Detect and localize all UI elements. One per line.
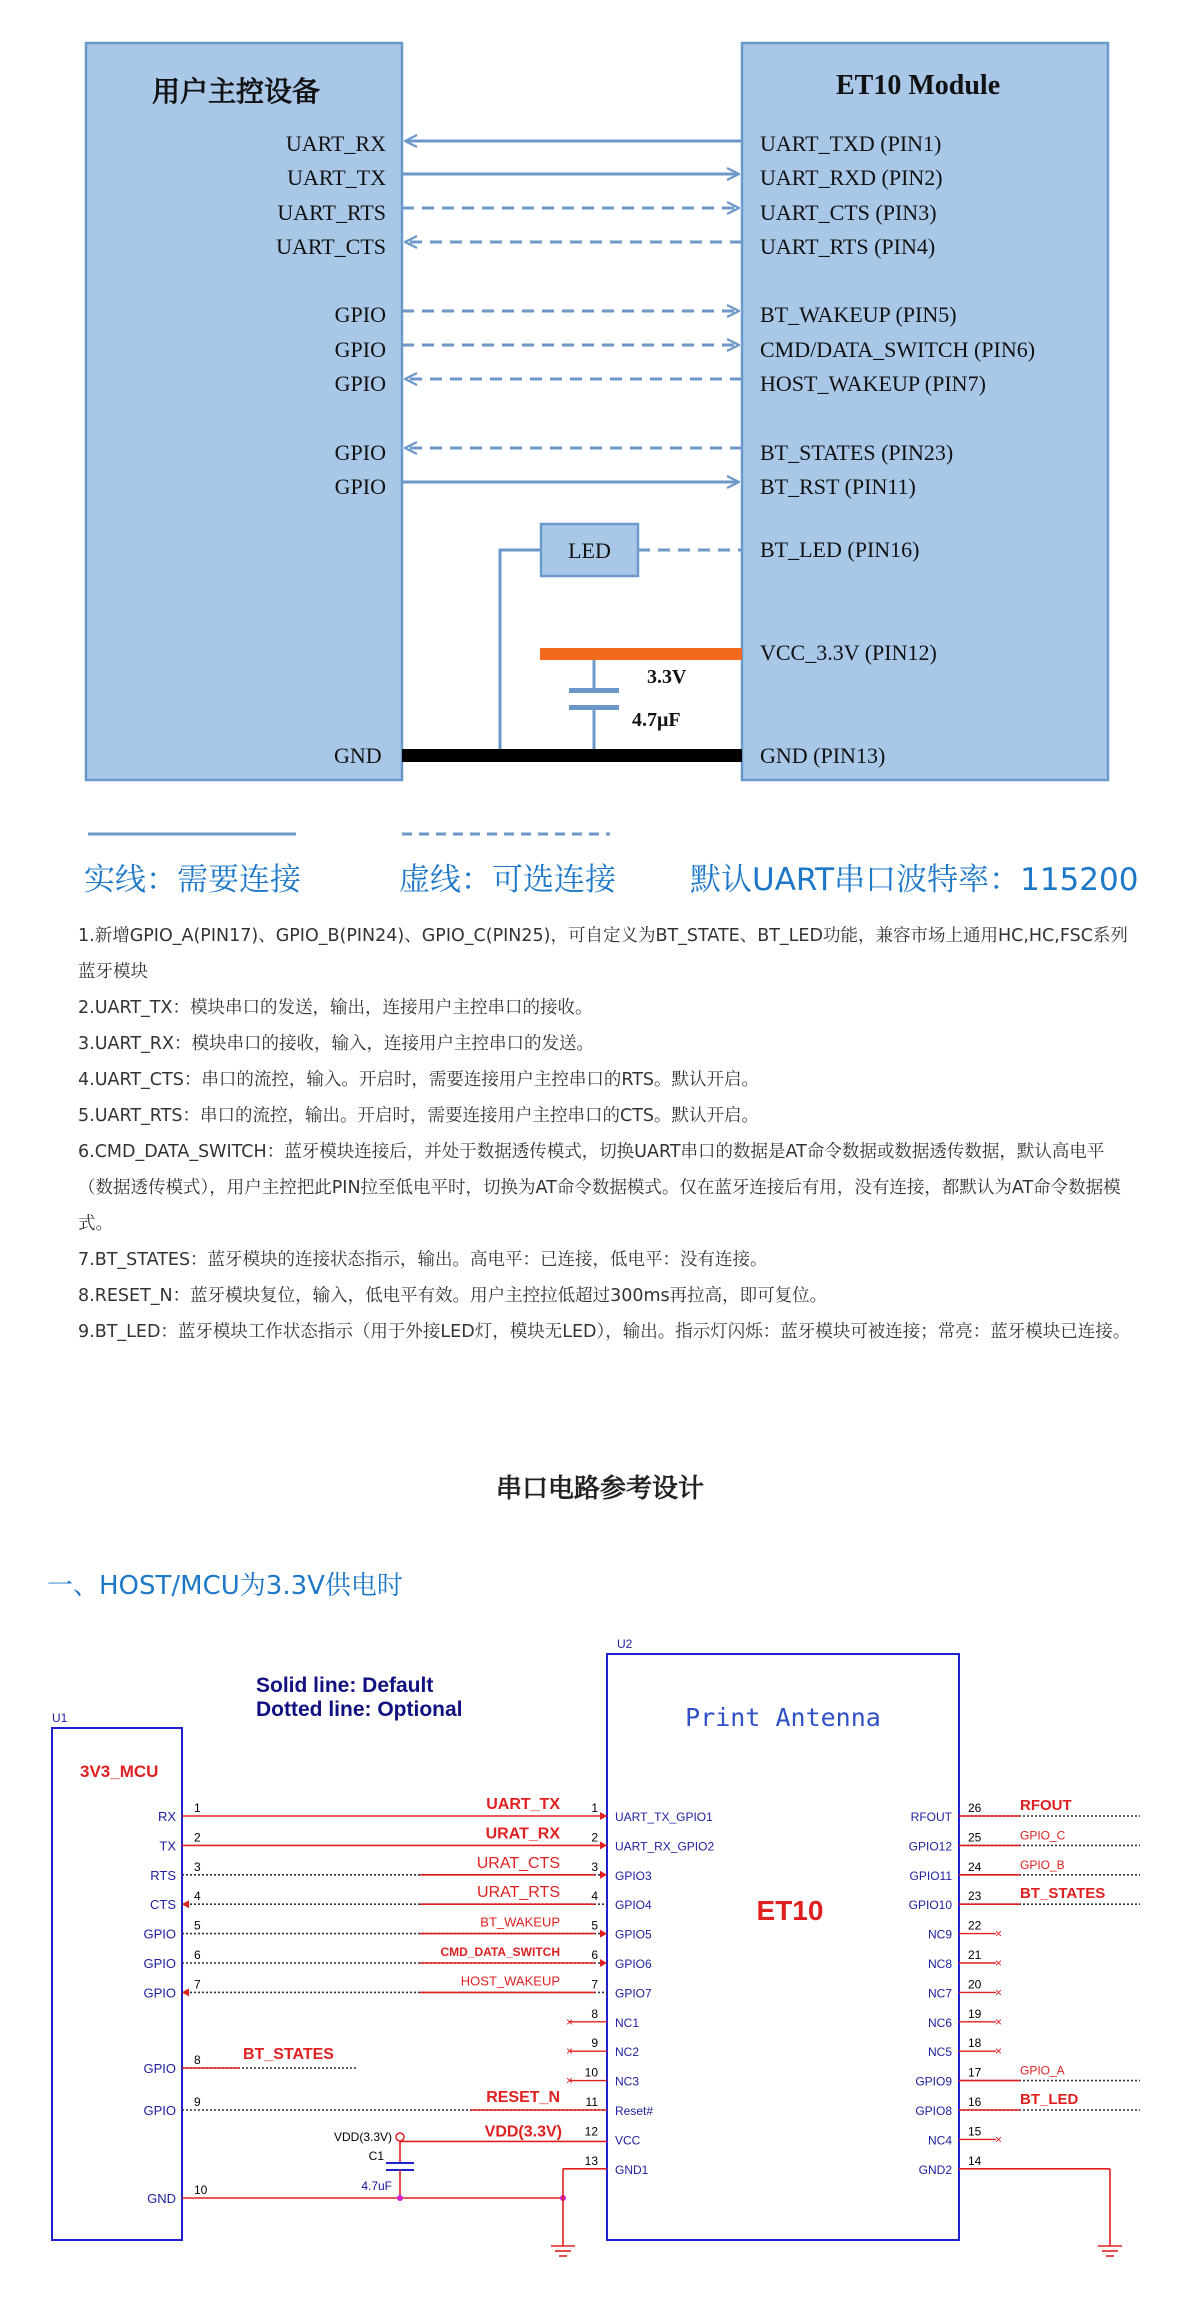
note-item: 7.BT_STATES：蓝牙模块的连接状态指示，输出。高电平：已连接，低电平：没有连接。 — [78, 1250, 768, 1270]
mcu-pin-number: 5 — [194, 1918, 201, 1933]
mcu-pin-number: 3 — [194, 1859, 201, 1874]
nc-mark: × — [566, 2073, 574, 2088]
net-label: RESET_N — [486, 2089, 560, 2106]
module-left-pin-number: 3 — [591, 1859, 598, 1874]
wire-arrow — [600, 1812, 607, 1820]
net-label: BT_STATES — [243, 2046, 334, 2063]
note-item: 8.RESET_N：蓝牙模块复位，输入，低电平有效。用户主控拉低超过300ms再拉高，即可复位。 — [78, 1286, 828, 1306]
module-right-pin-name: GPIO8 — [915, 2104, 952, 2118]
mcu-pin-number: 10 — [194, 2183, 208, 2197]
u1-box — [52, 1728, 182, 2240]
note-item: 3.UART_RX：模块串口的接收，输入，连接用户主控串口的发送。 — [78, 1034, 594, 1054]
module-pin: CMD/DATA_SWITCH (PIN6) — [760, 336, 1036, 362]
wire-arrow — [600, 1930, 607, 1938]
host-title: 用户主控设备 — [152, 77, 321, 108]
nc-mark: × — [995, 1956, 1003, 1970]
cap-value: 4.7uF — [361, 2179, 392, 2193]
wire-arrow — [600, 1841, 607, 1849]
note-item: 4.UART_CTS：串口的流控，输入。开启时，需要连接用户主控串口的RTS。默认开启。 — [78, 1070, 760, 1090]
gnd-host-label: GND — [334, 743, 382, 768]
module-left-pin-number: 12 — [584, 2124, 598, 2139]
net-label: URAT_RX — [485, 1825, 560, 1843]
net-label: HOST_WAKEUP — [460, 1973, 560, 1989]
led-label: LED — [568, 538, 611, 563]
module-left-pin-number: 4 — [591, 1889, 598, 1904]
section-title: 串口电路参考设计 — [495, 1474, 704, 1504]
led-ground-wire — [500, 550, 541, 755]
module-left-pin-name: GPIO7 — [615, 1986, 652, 2001]
module-right-pin-name: NC8 — [927, 1957, 952, 1971]
module-left-pin-name: NC1 — [615, 2015, 640, 2030]
junction-dot — [397, 2195, 403, 2201]
net-label: VDD(3.3V) — [484, 2123, 562, 2141]
module-right-pin-number: 24 — [968, 1859, 982, 1874]
legend-dashed: 虚线：可选连接 — [399, 862, 616, 898]
module-pin: BT_WAKEUP (PIN5) — [760, 302, 957, 328]
legend-baud: 默认UART串口波特率：115200 — [690, 862, 1139, 898]
wire-arrow — [182, 1988, 189, 1996]
module-left-pin-name: GND1 — [615, 2162, 649, 2177]
module-right-pin-number: 15 — [968, 2124, 982, 2139]
wire-arrow — [600, 1959, 607, 1967]
module-right-pin-number: 25 — [968, 1830, 982, 1845]
host-pin: UART_CTS — [276, 233, 386, 259]
host-pin: GPIO — [334, 439, 386, 465]
mcu-pin-name: GPIO — [143, 2103, 176, 2118]
module-right-pin-number: 21 — [968, 1948, 982, 1962]
module-left-pin-name: UART_TX_GPIO1 — [615, 1810, 713, 1824]
subsection-title: 一、HOST/MCU为3.3V供电时 — [47, 1571, 403, 1601]
net-label: URAT_RTS — [477, 1884, 560, 1902]
vdd-symbol — [396, 2133, 404, 2141]
wire-arrow — [600, 1871, 607, 1879]
module-left-pin-number: 7 — [591, 1977, 598, 1992]
module-left-pin-number: 9 — [591, 2036, 598, 2051]
module-right-pin-number: 23 — [968, 1889, 982, 1904]
mcu-pin-number: 1 — [194, 1801, 201, 1815]
nc-mark: × — [995, 1926, 1003, 1941]
module-right-pin-name: NC9 — [927, 1927, 952, 1942]
module-left-pin-number: 8 — [591, 2006, 598, 2021]
host-pin: UART_TX — [287, 165, 386, 191]
module-left-pin-number: 1 — [591, 1801, 598, 1815]
mcu-pin-number: 8 — [194, 2053, 201, 2067]
module-left-pin-name: NC2 — [615, 2045, 640, 2060]
note-item: 5.UART_RTS：串口的流控，输出。开启时，需要连接用户主控串口的CTS。默认开启。 — [78, 1106, 760, 1126]
module-right-pin-number: 17 — [968, 2065, 982, 2080]
mcu-pin-name: GND — [147, 2191, 176, 2206]
mcu-pin-name: GPIO — [143, 1926, 176, 1942]
capacitance-label: 4.7μF — [632, 709, 681, 731]
module-left-pin-name: Reset# — [615, 2104, 654, 2118]
module-left-pin-number: 13 — [584, 2153, 598, 2168]
nc-mark: × — [995, 2044, 1003, 2059]
host-pin: UART_RX — [285, 131, 386, 156]
nc-mark: × — [995, 2132, 1003, 2147]
module-pin: BT_STATES (PIN23) — [760, 439, 954, 465]
vcc-bar — [540, 648, 742, 660]
u2-ref: U2 — [617, 1637, 633, 1651]
u1-ref: U1 — [52, 1711, 68, 1725]
module-right-pin-name: GND2 — [918, 2162, 952, 2177]
note-item: 6.CMD_DATA_SWITCH：蓝牙模块连接后，并处于数据透传模式，切换UART串口的数据是AT命令数据或数据透传数据，默认高电平（数据透传模式），用户主控把此PIN拉至低电平时，切换为AT命令数据模式。仅在蓝牙连接后有用，没有连接，都默认为AT命令数据模式。 — [78, 1142, 1121, 1234]
module-left-pin-name: GPIO4 — [615, 1898, 652, 1913]
host-pin: GPIO — [334, 336, 386, 362]
module-right-pin-number: 19 — [968, 2006, 982, 2021]
mcu-pin-number: 6 — [194, 1948, 201, 1962]
mcu-pin-name: GPIO — [143, 1956, 176, 1971]
note-item: 2.UART_TX：模块串口的发送，输出，连接用户主控串口的接收。 — [78, 998, 593, 1018]
net-label: URAT_CTS — [476, 1854, 560, 1872]
notes-list — [78, 918, 1138, 1350]
module-pin-list — [760, 127, 1035, 504]
module-left-pin-name: GPIO5 — [615, 1927, 652, 1942]
mcu-name: 3V3_MCU — [80, 1762, 159, 1781]
net-label: RFOUT — [1020, 1797, 1072, 1814]
module-right-pin-number: 26 — [968, 1801, 982, 1815]
host-pin-list — [150, 127, 386, 504]
module-right-pin-number: 14 — [968, 2153, 982, 2168]
mcu-pin-number: 7 — [194, 1977, 201, 1992]
legend-solid-label: Solid line: Default — [256, 1674, 434, 1697]
u2-box — [607, 1654, 959, 2240]
module-title: ET10 Module — [836, 70, 1001, 101]
mcu-pin-name: GPIO — [143, 1985, 176, 2001]
module-right-pin-name: NC7 — [927, 1986, 952, 2001]
net-label: BT_STATES — [1020, 1885, 1106, 1903]
mcu-pin-name: GPIO — [143, 2061, 176, 2076]
module-left-pin-number: 6 — [591, 1948, 598, 1962]
note-item: 1.新增GPIO_A(PIN17)、GPIO_B(PIN24)、GPIO_C(PIN25)，可自定义为BT_STATE、BT_LED功能，兼容市场上通用HC,HC,FSC系列蓝牙模块 — [78, 926, 1128, 982]
mcu-pin-name: CTS — [150, 1897, 176, 1913]
module-left-pin-name: VCC — [615, 2133, 641, 2148]
module-pin: UART_TXD (PIN1) — [760, 131, 942, 156]
module-left-pin-number: 5 — [591, 1918, 598, 1933]
net-label: CMD_DATA_SWITCH — [440, 1945, 560, 1959]
module-pin: UART_RTS (PIN4) — [760, 233, 936, 259]
nc-mark: × — [995, 1985, 1003, 2000]
schematic — [0, 1630, 1200, 2290]
module-left-pin-number: 11 — [585, 2095, 598, 2109]
module-pin: BT_RST (PIN11) — [760, 473, 916, 499]
nc-mark: × — [566, 2044, 574, 2059]
module-right-pin-number: 16 — [968, 2095, 982, 2109]
capacitor-plate — [569, 705, 619, 710]
net-label: UART_TX — [486, 1796, 560, 1813]
net-label: GPIO_B — [1020, 1857, 1065, 1872]
nc-mark: × — [995, 2014, 1003, 2029]
host-pin: GPIO — [334, 302, 386, 328]
led-pin: BT_LED (PIN16) — [760, 537, 920, 562]
legend-dotted-label: Dotted line: Optional — [256, 1698, 463, 1721]
host-pin: GPIO — [334, 473, 386, 499]
module-right-pin-name: NC4 — [927, 2133, 952, 2148]
module-right-pin-name: GPIO11 — [909, 1868, 952, 1883]
module-left-pin-number: 2 — [591, 1830, 598, 1845]
wire-arrow — [182, 1900, 189, 1908]
legend-lines — [0, 830, 1200, 840]
note-item: 9.BT_LED：蓝牙模块工作状态指示（用于外接LED灯，模块无LED），输出。指示灯闪烁：蓝牙模块可被连接；常亮：蓝牙模块已连接。 — [78, 1322, 1131, 1342]
module-right-pin-number: 18 — [968, 2036, 982, 2051]
module-left-pin-name: UART_RX_GPIO2 — [615, 1839, 715, 1854]
module-left-pin-name: GPIO6 — [615, 1957, 652, 1971]
module-right-pin-number: 20 — [968, 1977, 982, 1992]
host-pin: GPIO — [334, 371, 386, 397]
net-label: GPIO_C — [1020, 1828, 1066, 1843]
capacitor-plate — [569, 688, 619, 693]
module-name: ET10 — [756, 1895, 824, 1926]
net-label: BT_WAKEUP — [480, 1914, 560, 1930]
legend-solid: 实线：需要连接 — [84, 862, 301, 898]
cap-ref: C1 — [368, 2149, 384, 2163]
net-label: GPIO_A — [1020, 2063, 1065, 2078]
antenna-label: Print Antenna — [685, 1703, 881, 1732]
module-right-pin-name: NC6 — [927, 2015, 952, 2030]
module-right-pin-name: GPIO12 — [908, 1839, 952, 1854]
host-pin: UART_RTS — [277, 199, 386, 225]
module-right-pin-name: GPIO10 — [908, 1898, 952, 1913]
nc-mark: × — [566, 2014, 574, 2029]
mcu-pin-number: 9 — [194, 2095, 201, 2109]
module-pin: UART_RXD (PIN2) — [760, 165, 943, 191]
gnd-bar — [402, 749, 742, 762]
module-pin: UART_CTS (PIN3) — [760, 199, 937, 225]
mcu-pin-number: 2 — [194, 1830, 201, 1845]
mcu-pin-name: RTS — [150, 1867, 176, 1883]
mcu-pin-number: 4 — [194, 1889, 201, 1904]
module-left-pin-number: 10 — [584, 2065, 598, 2080]
module-right-pin-number: 22 — [968, 1918, 982, 1933]
module-pin: HOST_WAKEUP (PIN7) — [760, 371, 986, 397]
module-right-pin-name: NC5 — [927, 2045, 952, 2060]
vcc-pin: VCC_3.3V (PIN12) — [760, 640, 937, 665]
module-right-pin-name: RFOUT — [910, 1810, 952, 1824]
voltage-label: 3.3V — [647, 666, 687, 688]
module-right-pin-name: GPIO9 — [915, 2074, 952, 2089]
module-left-pin-name: GPIO3 — [615, 1868, 652, 1883]
mcu-pin-name: RX — [157, 1809, 176, 1824]
mcu-pin-name: TX — [159, 1838, 176, 1854]
net-label: BT_LED — [1020, 2091, 1079, 2108]
gnd-pin-label: GND (PIN13) — [760, 743, 886, 768]
vdd-label: VDD(3.3V) — [333, 2130, 392, 2144]
module-left-pin-name: NC3 — [615, 2074, 640, 2089]
